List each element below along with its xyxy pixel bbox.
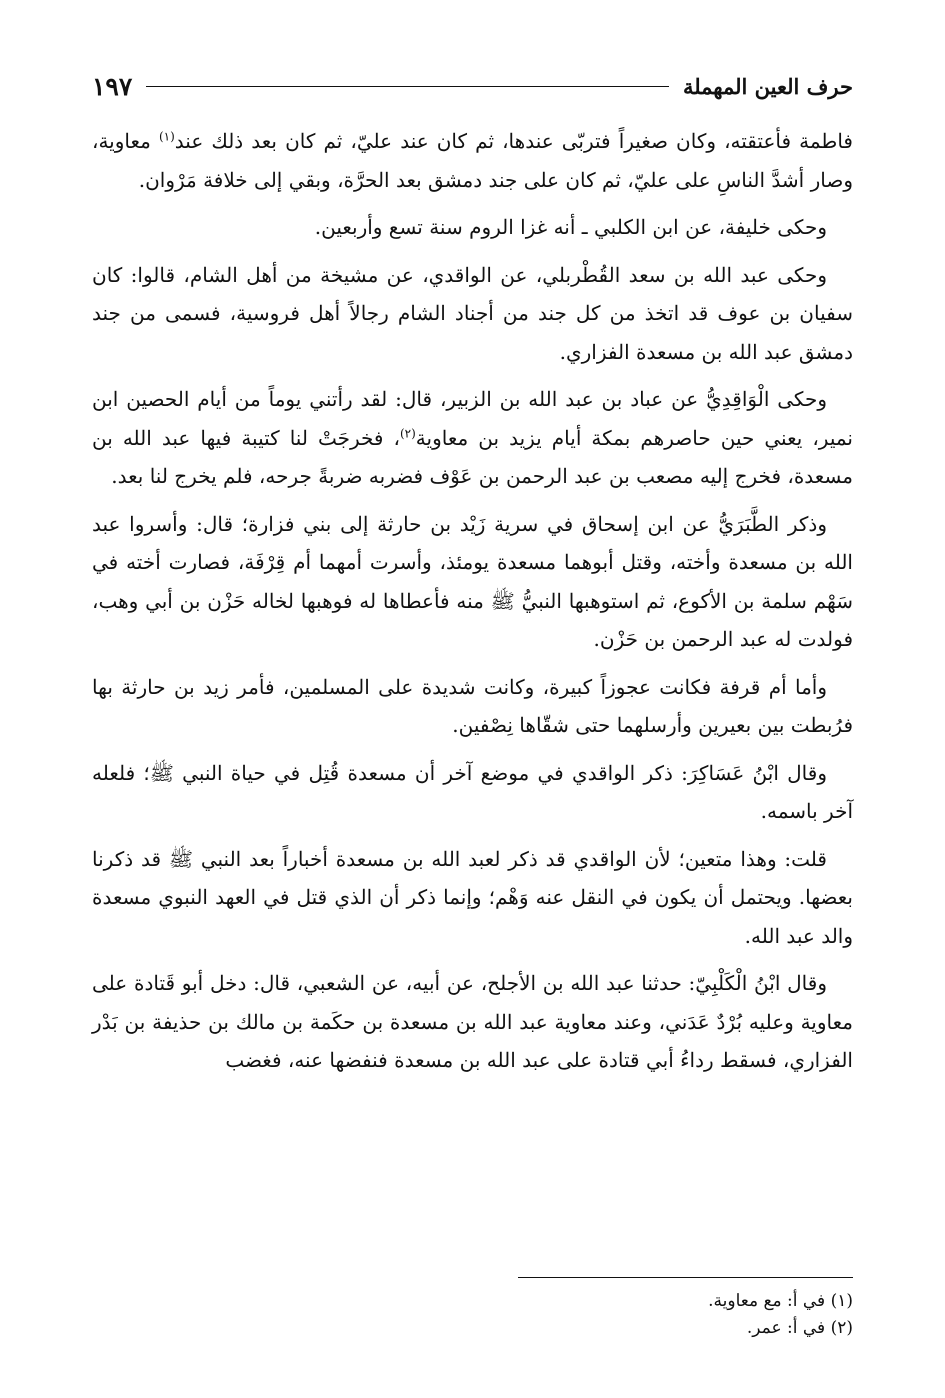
footnotes	[92, 1288, 853, 1342]
footnote-rule	[518, 1277, 853, 1278]
paragraph: وقال ابْنُ عَسَاكِرَ: ذكر الواقدي في موضع آخر أن مسعدة قُتِل في حياة النبي ﷺ؛ فلعله آخر باسمه.	[92, 760, 853, 823]
paragraph: وأما أم قرفة فكانت عجوزاً كبيرة، وكانت شديدة على المسلمين، فأمر زيد بن حارثة بها فرُبطت بين بعيرين وأرسلهما حتى شقّاها نِصْفين.	[92, 674, 853, 737]
page-number: ١٩٧	[92, 71, 133, 101]
footnote: (١) في أ: مع معاوية.	[708, 1291, 853, 1311]
body-text	[92, 122, 853, 1089]
footnote-mark: (٢)	[399, 425, 416, 440]
paragraph: فاطمة فأعتقته، وكان صغيراً فتربّى عندها، ثم كان عند عليّ، ثم كان بعد ذلك عند$^{(١)}$ معاوية، وصار أشدَّ الناسِ على عليّ، ثم كان على جند دمشق بعد الحرَّة، وبقي إلى خلافة مَرْوان.	[92, 129, 853, 192]
paragraph: وذكر الطَّبَرَيُّ عن ابن إسحاق في سرية زَيْد بن حارثة إلى بني فزارة؛ قال: وأسروا عبد الله بن مسعدة وأخته، وقتل أبوهما مسعدة يومئذ، وأسرت أمهما أم قِرْفَة، فصارت أخته في سَهْم سلمة بن الأكوع، ثم استوهبها النبيُّ ﷺ منه فأعطاها له فوهبها لخاله حَزْن بن أبي وهب، فولدت له عبد الرحمن بن حَزْن.	[92, 511, 853, 651]
page-header	[92, 66, 853, 106]
running-title: حرف العين المهملة	[682, 73, 853, 99]
paragraph: وقال ابْنُ الْكَلْبِيّ: حدثنا عبد الله بن الأجلح، عن أبيه، عن الشعبي، قال: دخل أبو قَتادة على معاوية وعليه بُرْدٌ عَدَني، وعند معاوية عبد الله بن مسعدة بن حكَمة بن مالك بن حذيفة بن بَدْر الفزاري، فسقط رداءُ أبي قتادة على عبد الله بن مسعدة فنفضها عنه، فغضب	[92, 971, 853, 1072]
paragraph: وحكى الْوَاقِدِيُّ عن عباد بن عبد الله بن الزبير، قال: لقد رأتني يوماً من أيام الحصين ابن نمير، يعني حين حاصرهم بمكة أيام يزيد بن معاوية$^{(٢)}$، فخرجَتْ لنا كتيبة فيها عبد الله بن مسعدة، فخرج إليه مصعب بن عبد الرحمن بن عَوْف فضربه ضربةً جرحه، فلم يخرج لنا بعد.	[92, 387, 853, 488]
paragraph: وحكى خليفة، عن ابن الكلبي ـ أنه غزا الروم سنة تسع وأربعين.	[314, 215, 827, 239]
paragraph: وحكى عبد الله بن سعد القُطْربلي، عن الواقدي، عن مشيخة من أهل الشام، قالوا: كان سفيان بن عوف قد اتخذ من كل جند من أجناد الشام رجالاً أهل فروسية، فسمى من جند دمشق عبد الله بن مسعدة الفزاري.	[92, 262, 853, 364]
footnote: (٢) في أ: عمر.	[746, 1318, 853, 1338]
paragraph: قلت: وهذا متعين؛ لأن الواقدي قد ذكر لعبد الله بن مسعدة أخباراً بعد النبي ﷺ قد ذكرنا بعضها. ويحتمل أن يكون في النقل عنه وَهْم؛ وإنما ذكر أن الذي قتل في العهد النبوي مسعدة والد عبد الله.	[92, 846, 853, 948]
header-rule	[146, 86, 669, 87]
footnote-mark: (١)	[158, 129, 175, 144]
